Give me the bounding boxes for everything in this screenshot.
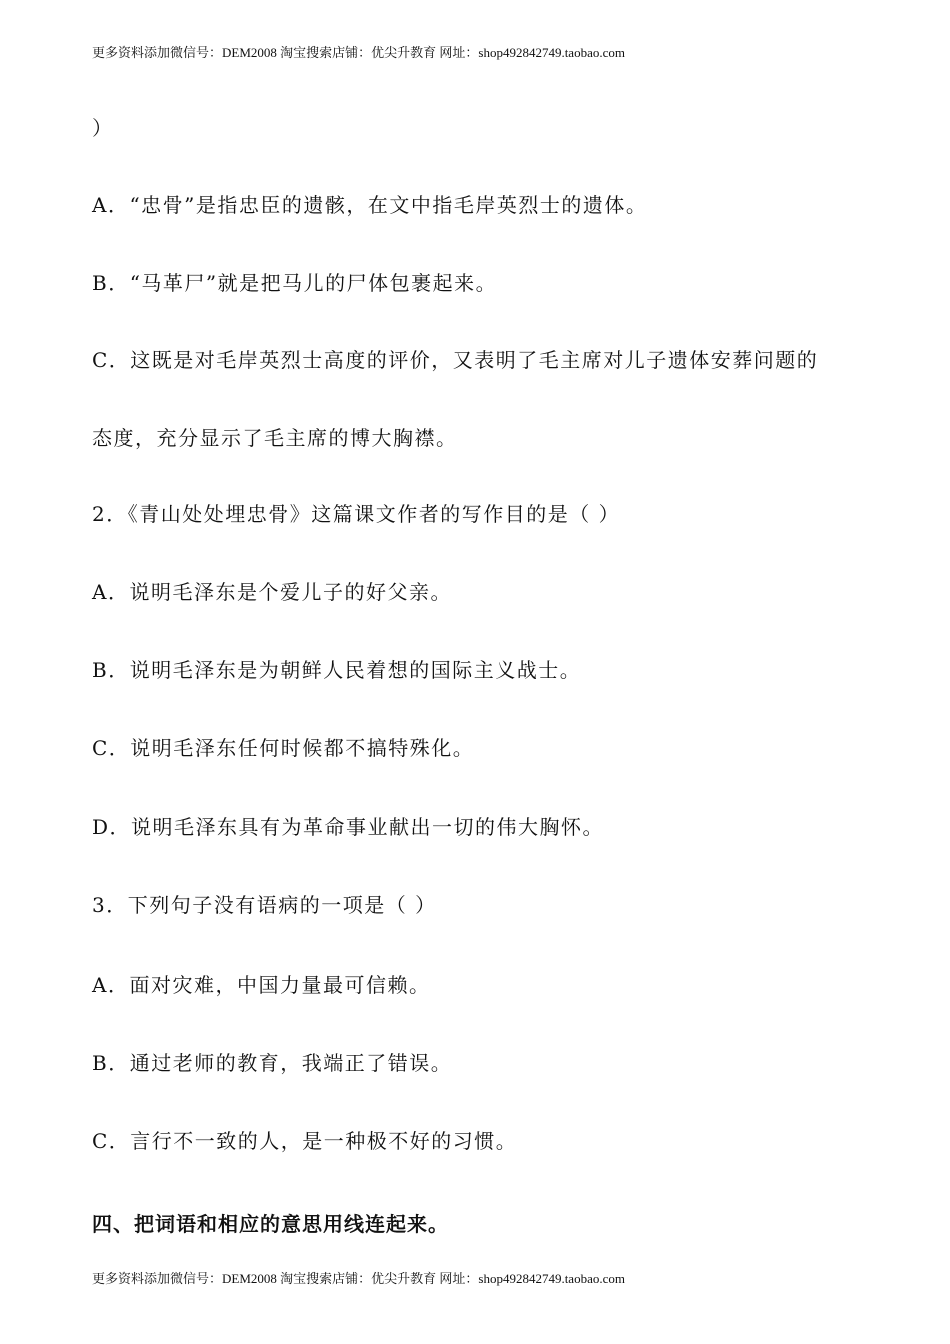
q3-stem: 3．下列句子没有语病的一项是（ ） [92,893,437,917]
q1-option-c-line2: 态度，充分显示了毛主席的博大胸襟。 [92,426,458,450]
q3-option-b: B．通过老师的教育，我端正了错误。 [92,1051,453,1075]
q3-option-c: C．言行不一致的人，是一种极不好的习惯。 [92,1129,518,1153]
q1-option-a: A．“忠骨”是指忠臣的遗骸，在文中指毛岸英烈士的遗体。 [92,193,648,217]
q2-stem: 2．《青山处处埋忠骨》这篇课文作者的写作目的是（ ） [92,502,621,526]
q2-option-c: C．说明毛泽东任何时候都不搞特殊化。 [92,736,475,760]
q2-option-d: D．说明毛泽东具有为革命事业献出一切的伟大胸怀。 [92,815,605,839]
q1-option-b: B．“马革尸”就是把马儿的尸体包裹起来。 [92,271,498,295]
q3-option-a: A．面对灾难，中国力量最可信赖。 [92,973,431,997]
page-header: 更多资料添加微信号：DEM2008 淘宝搜索店铺：优尖升教育 网址：shop492842749.taobao.com [92,45,625,60]
q2-option-b: B．说明毛泽东是为朝鲜人民着想的国际主义战士。 [92,658,582,682]
q1-option-c-line1: C．这既是对毛岸英烈士高度的评价，又表明了毛主席对儿子遗体安葬问题的 [92,348,819,372]
q2-option-a: A．说明毛泽东是个爱儿子的好父亲。 [92,580,452,604]
previous-question-close-paren: ） [92,116,114,140]
page-footer: 更多资料添加微信号：DEM2008 淘宝搜索店铺：优尖升教育 网址：shop492842749.taobao.com [92,1271,625,1286]
section-4-title: 四、把词语和相应的意思用线连起来。 [92,1212,449,1236]
